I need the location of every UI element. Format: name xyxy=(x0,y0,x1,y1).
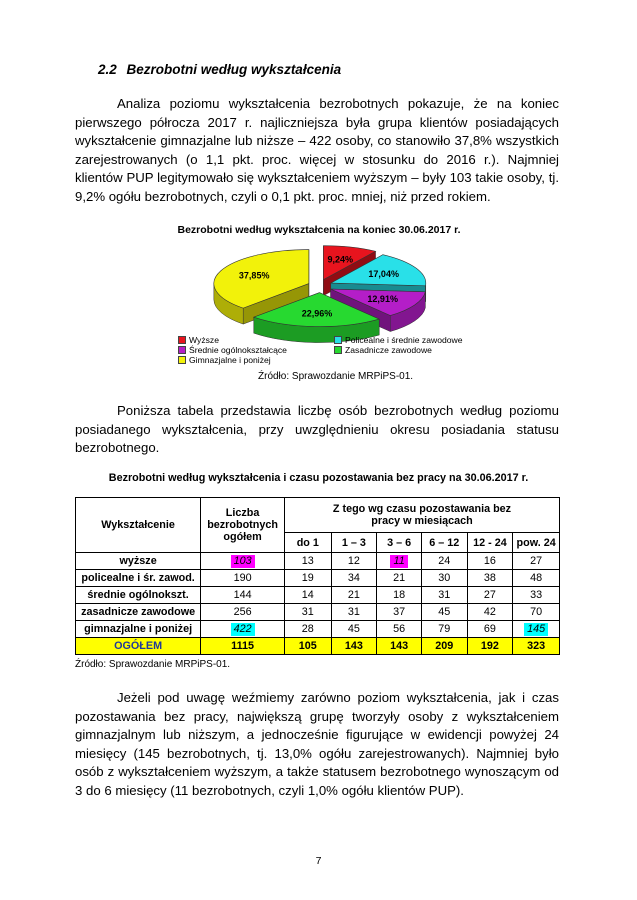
total-cell: 1115 xyxy=(201,638,285,655)
legend-item-zasadnicze: Zasadnicze zawodowe xyxy=(334,345,432,355)
subheader-cell: do 1 xyxy=(284,533,331,553)
legend-swatch xyxy=(334,346,342,354)
row-label: zasadnicze zawodowe xyxy=(76,604,201,621)
total-cell: 105 xyxy=(284,638,331,655)
subheader-cell: 6 – 12 xyxy=(421,533,467,553)
total-cell: 143 xyxy=(377,638,422,655)
header-duration-group: Z tego wg czasu pozostawania bez pracy w miesiącach xyxy=(284,498,559,533)
pie-data-label: 22,96% xyxy=(301,308,333,319)
table-cell: 24 xyxy=(421,553,467,570)
table-row xyxy=(76,570,560,587)
table-cell: 79 xyxy=(421,621,467,638)
table-cell: 38 xyxy=(467,570,513,587)
header-education: Wykształcenie xyxy=(76,498,201,553)
table-cell: 69 xyxy=(467,621,513,638)
table-cell: 45 xyxy=(421,604,467,621)
legend-swatch xyxy=(178,336,186,344)
legend-swatch xyxy=(178,346,186,354)
table-cell: 16 xyxy=(467,553,513,570)
highlighted-value: 11 xyxy=(390,555,407,568)
table-title: Bezrobotni według wykształcenia i czasu pozostawania bez pracy na 30.06.2017 r. xyxy=(108,472,529,484)
legend-item-gimnazjalne: Gimnazjalne i poniżej xyxy=(178,355,271,365)
table-cell: 56 xyxy=(377,621,422,638)
pie-data-label: 12,91% xyxy=(367,293,398,304)
table-cell: 21 xyxy=(377,570,422,587)
table-cell: 256 xyxy=(201,604,285,621)
paragraph-2: Poniższa tabela przedstawia liczbę osób bezrobotnych według poziomu posiadanego wykształcenia, przy uwzględnieniu okresu posiadania statusu bezrobotnego. xyxy=(75,403,559,456)
table-cell xyxy=(201,621,285,638)
section-number: 2.2 xyxy=(98,62,117,77)
table-row xyxy=(76,604,560,621)
row-label: średnie ogólnokszt. xyxy=(76,587,201,604)
paragraph-1: Analiza poziomu wykształcenia bezrobotnych pokazuje, że na koniec pierwszego półrocza 2017 r. najliczniejsza była grupa klientów posiadających wykształcenie gimnazjalne lub niższe – 422 osoby, co stanowiło 37,8% wszystkich zarejestrowanych (o 1,1 pkt. proc. więcej w stosunku do 2016 r.). Najmniej klientów PUP legitymowało się wykształceniem wyższym – były 103 takie osoby, tj. 9,2% ogółu bezrobotnych, czyli o 0,1 pkt. proc. mniej, niż przed rokiem. xyxy=(75,96,559,204)
row-label: gimnazjalne i poniżej xyxy=(76,621,201,638)
row-label: policealne i śr. zawod. xyxy=(76,570,201,587)
section-title: Bezrobotni według wykształcenia xyxy=(126,62,342,77)
table-cell: 19 xyxy=(284,570,331,587)
subheader-cell: 1 – 3 xyxy=(331,533,377,553)
table-cell xyxy=(377,553,422,570)
table-cell: 70 xyxy=(513,604,560,621)
total-cell: 143 xyxy=(331,638,377,655)
table-cell xyxy=(201,553,285,570)
legend-swatch xyxy=(178,356,186,364)
table-cell: 48 xyxy=(513,570,560,587)
table-header-row xyxy=(76,498,560,533)
subheader-cell: pow. 24 xyxy=(513,533,560,553)
table-cell xyxy=(513,621,560,638)
pie-data-label: 9,24% xyxy=(327,254,354,265)
table-cell: 42 xyxy=(467,604,513,621)
table-cell: 45 xyxy=(331,621,377,638)
legend-swatch xyxy=(334,336,342,344)
table-cell: 144 xyxy=(201,587,285,604)
education-table xyxy=(75,497,560,655)
total-cell: 192 xyxy=(467,638,513,655)
pie-data-label: 37,85% xyxy=(238,270,270,281)
table-cell: 12 xyxy=(331,553,377,570)
subheader-cell: 12 - 24 xyxy=(467,533,513,553)
pie-data-label: 17,04% xyxy=(368,268,399,279)
paragraph-3: Jeżeli pod uwagę weźmiemy zarówno poziom wykształcenia, jak i czas pozostawania bez pracy, największą grupę tworzyły osoby z wykształceniem gimnazjalnym lub niższym, a jednocześnie figurujące w ewidencji powyżej 24 miesięcy (145 bezrobotnych, tj. 13,0% ogółu zarejestrowanych). Najmniej było osób z wykształceniem wyższym, a także statusem bezrobotnego wynoszącym od 3 do 6 miesięcy (11 bezrobotnych, czyli 1,0% ogółu klientów PUP). xyxy=(75,690,559,798)
highlighted-value: 422 xyxy=(231,623,255,636)
table-cell: 28 xyxy=(284,621,331,638)
table-total-row xyxy=(76,638,560,655)
table-cell: 18 xyxy=(377,587,422,604)
total-cell: 209 xyxy=(421,638,467,655)
legend-item-wyzsze: Wyższe xyxy=(178,335,219,345)
table-cell: 33 xyxy=(513,587,560,604)
row-label: wyższe xyxy=(76,553,201,570)
table-cell: 31 xyxy=(284,604,331,621)
table-row xyxy=(76,587,560,604)
table-cell: 13 xyxy=(284,553,331,570)
chart-title: Bezrobotni według wykształcenia na koniec 30.06.2017 r. xyxy=(177,224,461,236)
section-heading xyxy=(98,62,341,77)
total-cell: 323 xyxy=(513,638,560,655)
table-row xyxy=(76,553,560,570)
table-cell: 34 xyxy=(331,570,377,587)
subheader-cell: 3 – 6 xyxy=(377,533,422,553)
table-cell: 190 xyxy=(201,570,285,587)
legend-item-policealne: Policealne i średnie zawodowe xyxy=(334,335,463,345)
table-source: Źródło: Sprawozdanie MRPiPS-01. xyxy=(75,659,231,670)
header-total: Liczba bezrobotnych ogółem xyxy=(201,498,285,553)
table-cell: 31 xyxy=(421,587,467,604)
table-row xyxy=(76,621,560,638)
highlighted-value: 103 xyxy=(231,555,255,568)
table-cell: 31 xyxy=(331,604,377,621)
table-cell: 21 xyxy=(331,587,377,604)
table-cell: 37 xyxy=(377,604,422,621)
table-cell: 27 xyxy=(467,587,513,604)
page-number: 7 xyxy=(315,855,322,867)
chart-source: Źródło: Sprawozdanie MRPiPS-01. xyxy=(258,371,414,382)
total-label: OGÓŁEM xyxy=(76,638,201,655)
table-cell: 30 xyxy=(421,570,467,587)
legend-item-srednie: Średnie ogólnokształcące xyxy=(178,345,287,355)
table-cell: 27 xyxy=(513,553,560,570)
table-cell: 14 xyxy=(284,587,331,604)
highlighted-value: 145 xyxy=(524,623,548,636)
